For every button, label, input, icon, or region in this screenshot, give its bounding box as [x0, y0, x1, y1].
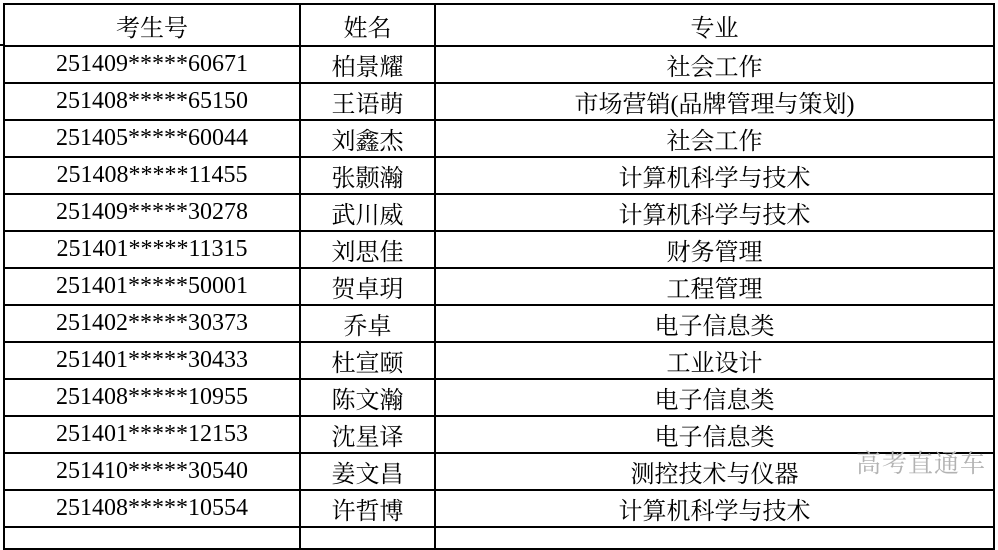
empty-cell — [4, 527, 300, 549]
table-row — [4, 305, 994, 342]
name-cell: 陈文瀚 — [300, 379, 435, 416]
name-cell: 姜文昌 — [300, 453, 435, 490]
candidate-number-cell: 251410*****30540 — [4, 453, 300, 490]
name-cell: 刘思佳 — [300, 231, 435, 268]
major-cell: 电子信息类 — [435, 379, 994, 416]
column-header-candidate-no: 考生号 — [4, 4, 300, 46]
empty-partial-row — [4, 527, 994, 549]
table-row — [4, 268, 994, 305]
table-row — [4, 342, 994, 379]
name-cell: 贺卓玥 — [300, 268, 435, 305]
table-row — [4, 46, 994, 83]
major-cell: 电子信息类 — [435, 305, 994, 342]
candidate-number-cell: 251408*****10955 — [4, 379, 300, 416]
name-cell: 王语萌 — [300, 83, 435, 120]
table-row — [4, 194, 994, 231]
table-row — [4, 416, 994, 453]
table-row — [4, 83, 994, 120]
major-cell: 财务管理 — [435, 231, 994, 268]
candidate-number-cell: 251408*****65150 — [4, 83, 300, 120]
name-cell: 武川威 — [300, 194, 435, 231]
major-cell: 计算机科学与技术 — [435, 194, 994, 231]
candidate-number-cell: 251401*****12153 — [4, 416, 300, 453]
name-cell: 杜宣颐 — [300, 342, 435, 379]
table-row — [4, 453, 994, 490]
empty-cell — [300, 527, 435, 549]
column-header-name: 姓名 — [300, 4, 435, 46]
major-cell: 工业设计 — [435, 342, 994, 379]
major-cell: 电子信息类 — [435, 416, 994, 453]
table-row — [4, 157, 994, 194]
candidate-number-cell: 251401*****30433 — [4, 342, 300, 379]
empty-cell — [435, 527, 994, 549]
column-header-major: 专业 — [435, 4, 994, 46]
candidate-number-cell: 251408*****10554 — [4, 490, 300, 527]
candidate-number-cell: 251402*****30373 — [4, 305, 300, 342]
table-row — [4, 120, 994, 157]
admission-table-sheet — [3, 3, 995, 550]
major-cell: 市场营销(品牌管理与策划) — [435, 83, 994, 120]
name-cell: 许哲博 — [300, 490, 435, 527]
header-row — [4, 4, 994, 46]
watermark: 高考直通车 — [856, 451, 987, 478]
name-cell: 张颢瀚 — [300, 157, 435, 194]
candidate-number-cell: 251405*****60044 — [4, 120, 300, 157]
major-cell: 社会工作 — [435, 46, 994, 83]
table-row — [4, 379, 994, 416]
admission-table — [3, 3, 995, 550]
major-cell: 计算机科学与技术 — [435, 157, 994, 194]
candidate-number-cell: 251401*****50001 — [4, 268, 300, 305]
candidate-number-cell: 251401*****11315 — [4, 231, 300, 268]
name-cell: 柏景耀 — [300, 46, 435, 83]
name-cell: 刘鑫杰 — [300, 120, 435, 157]
major-cell: 计算机科学与技术 — [435, 490, 994, 527]
major-cell: 测控技术与仪器 — [435, 453, 994, 490]
major-cell: 工程管理 — [435, 268, 994, 305]
major-cell: 社会工作 — [435, 120, 994, 157]
name-cell: 乔卓 — [300, 305, 435, 342]
table-row — [4, 490, 994, 527]
table-row — [4, 231, 994, 268]
candidate-number-cell: 251409*****60671 — [4, 46, 300, 83]
name-cell: 沈星译 — [300, 416, 435, 453]
candidate-number-cell: 251409*****30278 — [4, 194, 300, 231]
candidate-number-cell: 251408*****11455 — [4, 157, 300, 194]
